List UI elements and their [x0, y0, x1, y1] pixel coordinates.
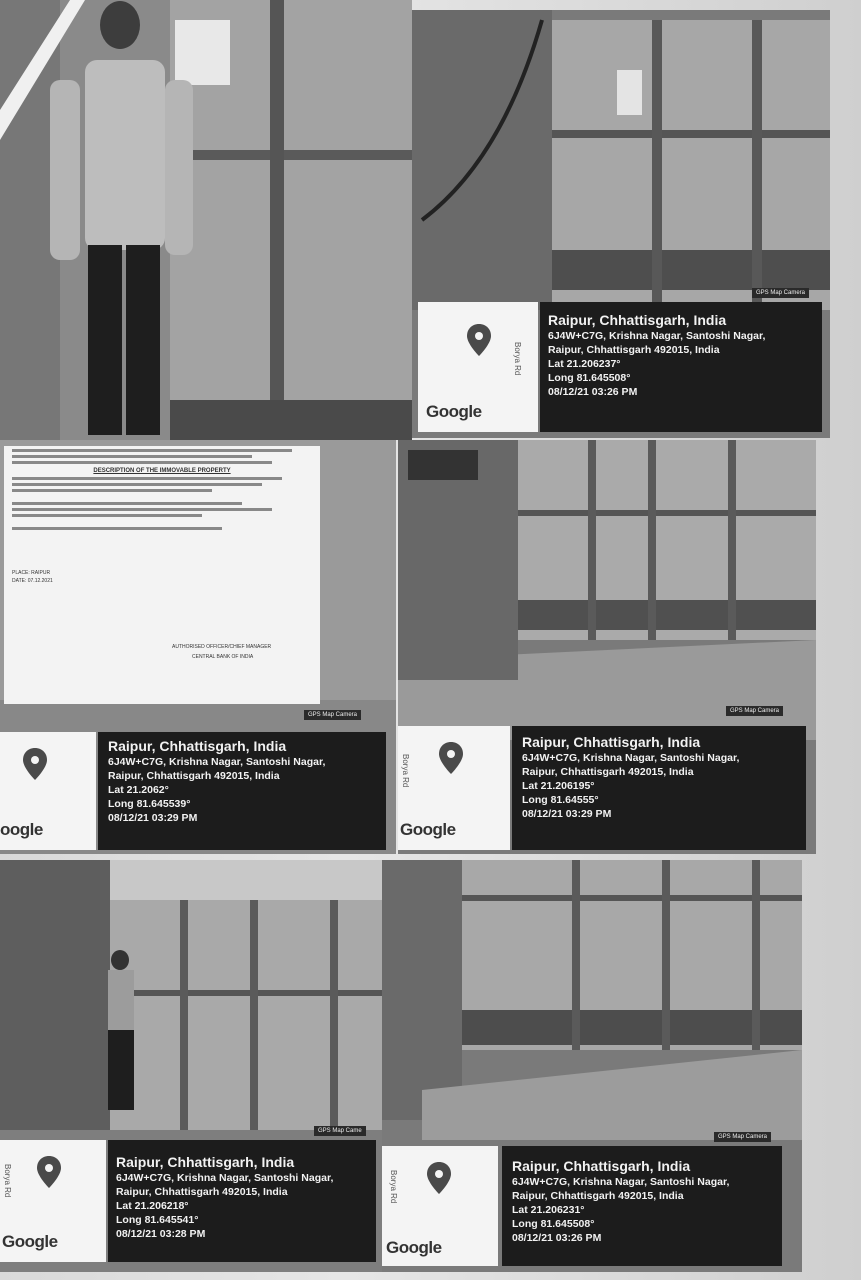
gps-camera-badge: GPS Map Camera — [304, 710, 361, 720]
location-overlay — [540, 290, 822, 432]
location-address-1: 6J4W+C7G, Krishna Nagar, Santoshi Nagar, — [548, 330, 766, 342]
location-address-2: Raipur, Chhattisgarh 492015, India — [512, 1190, 684, 1202]
location-overlay — [502, 1134, 782, 1266]
location-datetime: 08/12/21 03:26 PM — [548, 386, 638, 398]
photo-gate-2 — [412, 10, 830, 438]
road-label: Borya Rd — [389, 1170, 398, 1204]
location-lat: Lat 21.206237° — [548, 358, 621, 370]
sale-notice-document — [4, 446, 320, 704]
location-lat: Lat 21.206195° — [522, 780, 595, 792]
photo-notice — [0, 440, 396, 854]
location-address-1: 6J4W+C7G, Krishna Nagar, Santoshi Nagar, — [512, 1176, 730, 1188]
road-label: Borya Rd — [3, 1164, 12, 1198]
location-address-1: 6J4W+C7G, Krishna Nagar, Santoshi Nagar, — [522, 752, 740, 764]
location-address-2: Raipur, Chhattisgarh 492015, India — [548, 344, 720, 356]
location-lat: Lat 21.206218° — [116, 1200, 189, 1212]
location-datetime: 08/12/21 03:28 PM — [116, 1228, 206, 1240]
photo-gate-4 — [398, 440, 816, 854]
location-city: Raipur, Chhattisgarh, India — [512, 1158, 691, 1174]
location-long: Long 81.64555° — [522, 794, 599, 806]
location-lat: Lat 21.2062° — [108, 784, 169, 796]
gps-camera-badge: GPS Map Came — [314, 1126, 366, 1136]
gps-camera-badge: GPS Map Camera — [726, 706, 783, 716]
location-datetime: 08/12/21 03:29 PM — [108, 812, 198, 824]
google-logo: oogle — [0, 820, 43, 839]
google-logo: Google — [400, 820, 456, 839]
notice-place: PLACE: RAIPUR — [12, 570, 51, 576]
location-overlay — [98, 712, 386, 850]
road-label: Borya Rd — [513, 342, 522, 376]
photo-man-at-gate — [0, 0, 412, 440]
map-pin-icon — [466, 324, 492, 356]
map-thumbnail — [0, 732, 96, 850]
google-logo: Google — [426, 402, 482, 421]
location-city: Raipur, Chhattisgarh, India — [108, 738, 287, 754]
location-city: Raipur, Chhattisgarh, India — [522, 734, 701, 750]
location-datetime: 08/12/21 03:26 PM — [512, 1232, 602, 1244]
location-city: Raipur, Chhattisgarh, India — [548, 312, 727, 328]
location-long: Long 81.645508° — [548, 372, 631, 384]
map-thumbnail — [382, 1146, 498, 1266]
notice-heading: DESCRIPTION OF THE IMMOVABLE PROPERTY — [93, 468, 231, 474]
notice-officer: AUTHORISED OFFICER/CHIEF MANAGER — [172, 644, 272, 650]
location-overlay — [108, 1128, 376, 1262]
google-logo: Google — [386, 1238, 442, 1257]
photo-gate-6 — [382, 860, 802, 1272]
location-city: Raipur, Chhattisgarh, India — [116, 1154, 295, 1170]
map-thumbnail — [398, 726, 510, 850]
map-thumbnail — [418, 302, 538, 432]
google-logo: Google — [2, 1232, 58, 1251]
gps-camera-badge: GPS Map Camera — [714, 1132, 771, 1142]
location-long: Long 81.645539° — [108, 798, 191, 810]
map-pin-icon — [22, 748, 48, 780]
location-address-1: 6J4W+C7G, Krishna Nagar, Santoshi Nagar, — [116, 1172, 334, 1184]
location-address-1: 6J4W+C7G, Krishna Nagar, Santoshi Nagar, — [108, 756, 326, 768]
photo-gate-5 — [0, 860, 386, 1272]
gate-scene-1 — [0, 0, 412, 440]
location-lat: Lat 21.206231° — [512, 1204, 585, 1216]
location-address-2: Raipur, Chhattisgarh 492015, India — [522, 766, 694, 778]
location-datetime: 08/12/21 03:29 PM — [522, 808, 612, 820]
map-pin-icon — [438, 742, 464, 774]
location-long: Long 81.645541° — [116, 1214, 199, 1226]
notice-date: DATE: 07.12.2021 — [12, 578, 53, 584]
notice-bank: CENTRAL BANK OF INDIA — [192, 654, 254, 660]
gps-camera-badge: GPS Map Camera — [752, 288, 809, 298]
location-long: Long 81.645508° — [512, 1218, 595, 1230]
map-thumbnail — [0, 1140, 106, 1262]
location-address-2: Raipur, Chhattisgarh 492015, India — [116, 1186, 288, 1198]
map-pin-icon — [36, 1156, 62, 1188]
location-address-2: Raipur, Chhattisgarh 492015, India — [108, 770, 280, 782]
road-label: Borya Rd — [401, 754, 410, 788]
location-overlay — [512, 708, 806, 850]
map-pin-icon — [426, 1162, 452, 1194]
